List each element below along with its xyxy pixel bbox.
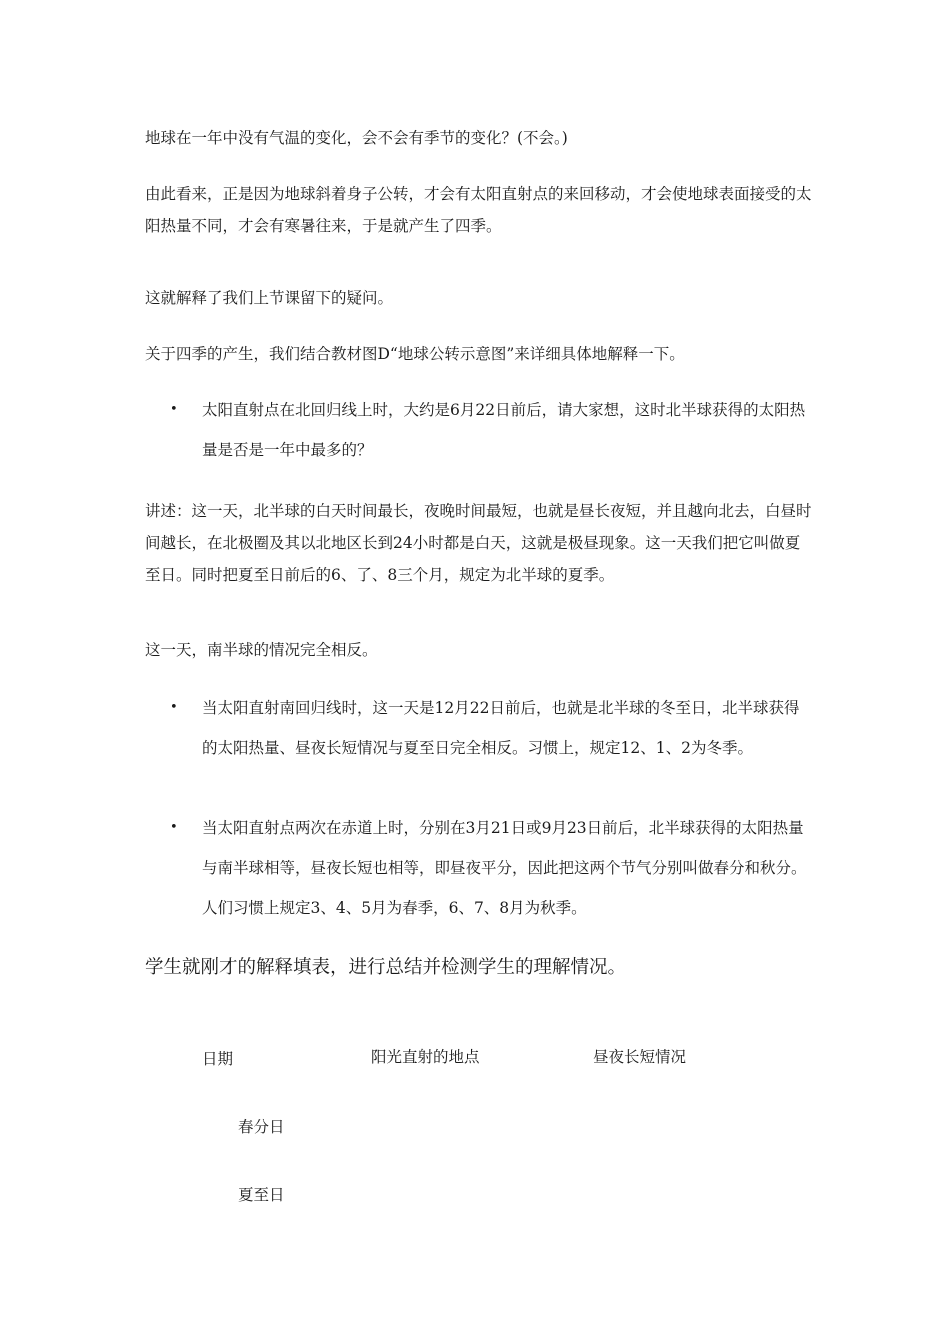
bullet-marker: • [170,700,178,715]
paragraph-summer-solstice-narration: 讲述：这一天，北半球的白天时间最长，夜晚时间最短，也就是昼长夜短，并且越向北去，白昼时间越长，在北极圈及其以北地区长到24小时都是白天，这就是极昼现象。这一天我们把它叫做夏至日。同时把夏至日前后的6、了、8三个月，规定为北半球的夏季。 [145,502,812,584]
bullet-item-tropic-of-cancer [170,390,810,470]
paragraph-tilted-orbit-explanation: 由此看来，正是因为地球斜着身子公转，才会有太阳直射点的来回移动，才会使地球表面接受的太阳热量不同，才会有寒暑往来，于是就产生了四季。 [145,185,812,235]
table-row-summer-solstice: 夏至日 [238,1186,285,1204]
paragraph-textbook-figure: 关于四季的产生，我们结合教材图D“地球公转示意图”来详细具体地解释一下。 [145,345,685,363]
table-row-vernal-equinox: 春分日 [238,1118,285,1136]
bullet-marker: • [170,402,178,417]
table-header-direct-sunlight-location: 阳光直射的地点 [371,1048,480,1066]
paragraph-southern-hemisphere: 这一天，南半球的情况完全相反。 [145,641,378,659]
paragraph-previous-question: 这就解释了我们上节课留下的疑问。 [145,289,394,307]
bullet-text: 当太阳直射点两次在赤道上时，分别在3月21日或9月23日前后，北半球获得的太阳热量与南半球相等，昼夜长短也相等，即昼夜平分，因此把这两个节气分别叫做春分和秋分。人们习惯上规定3、4、5月为春季，6、7、8月为秋季。 [202,819,807,917]
table-header-day-night-length: 昼夜长短情况 [593,1048,687,1066]
bullet-text: 太阳直射点在北回归线上时，大约是6月22日前后，请大家想，这时北半球获得的太阳热量是否是一年中最多的？ [202,401,806,459]
bullet-item-equinox [170,808,810,928]
paragraph-no-temperature-change: 地球在一年中没有气温的变化，会不会有季节的变化？(不会。) [145,129,568,147]
bullet-marker: • [170,820,178,835]
bullet-text: 当太阳直射南回归线时，这一天是12月22日前后，也就是北半球的冬至日，北半球获得的太阳热量、昼夜长短情况与夏至日完全相反。习惯上，规定12、1、2为冬季。 [202,699,800,757]
table-header-date: 日期 [202,1050,234,1068]
paragraph-fill-table-instruction: 学生就刚才的解释填表，进行总结并检测学生的理解情况。 [145,957,627,978]
bullet-item-tropic-of-capricorn [170,688,810,808]
